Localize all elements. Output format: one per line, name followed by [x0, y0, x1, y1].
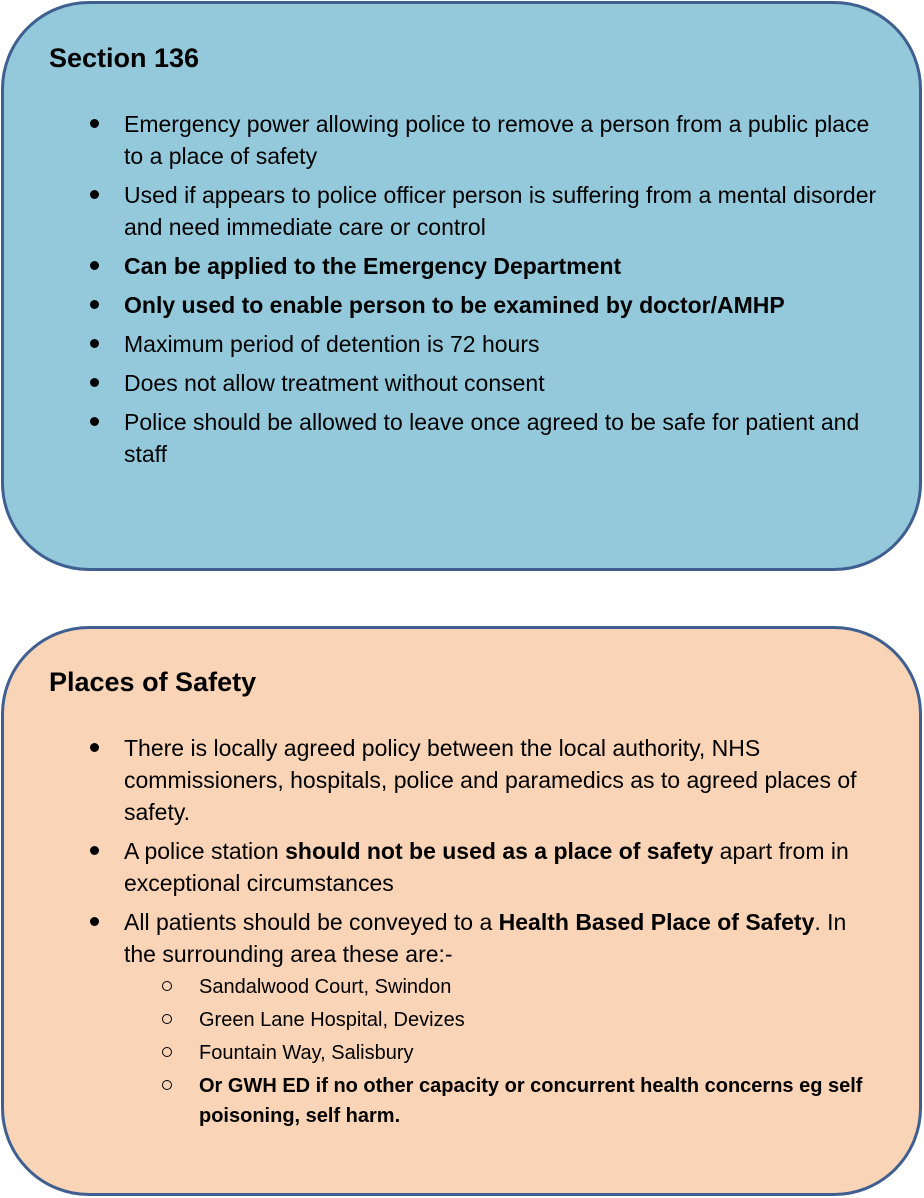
bullet-icon [90, 190, 99, 199]
circle-bullet-icon [162, 1014, 172, 1024]
sub-list-item: Green Lane Hospital, Devizes [124, 1005, 879, 1035]
list-item: All patients should be conveyed to a Health Based Place of Safety. In the surrounding area these are:- Sandalwood Court, Swindon Green Lane Hospital, Devizes Fountain Way, Salisbury Or GWH ED if no other capacity or concurrent health concerns eg self poisoning, self harm. [4, 906, 919, 1131]
bullet-icon [90, 743, 99, 752]
circle-bullet-icon [162, 1047, 172, 1057]
circle-bullet-icon [162, 981, 172, 991]
section-136-panel [1, 1, 922, 571]
sub-list-item: Fountain Way, Salisbury [124, 1038, 879, 1068]
bullet-icon [90, 378, 99, 387]
list-item: Does not allow treatment without consent [4, 367, 919, 399]
bullet-icon [90, 119, 99, 128]
list-item: Can be applied to the Emergency Department [4, 250, 919, 282]
sub-list-item: Or GWH ED if no other capacity or concurrent health concerns eg self poisoning, self harm. [124, 1071, 879, 1131]
section-136-list [4, 108, 919, 477]
places-sublist [124, 972, 879, 1131]
bullet-icon [90, 300, 99, 309]
list-item: Only used to enable person to be examined by doctor/AMHP [4, 289, 919, 321]
bullet-icon [90, 917, 99, 926]
places-of-safety-list [4, 732, 919, 1138]
list-item: Emergency power allowing police to remove a person from a public place to a place of safety [4, 108, 919, 172]
bullet-icon [90, 339, 99, 348]
list-item: Police should be allowed to leave once agreed to be safe for patient and staff [4, 406, 919, 470]
section-136-title: Section 136 [49, 43, 200, 73]
list-item: There is locally agreed policy between the local authority, NHS commissioners, hospitals, police and paramedics as to agreed places of safety. [4, 732, 919, 828]
places-of-safety-panel [1, 626, 922, 1196]
list-item: A police station should not be used as a place of safety apart from in exceptional circumstances [4, 835, 919, 899]
list-item: Used if appears to police officer person is suffering from a mental disorder and need immediate care or control [4, 179, 919, 243]
bullet-icon [90, 261, 99, 270]
circle-bullet-icon [162, 1080, 172, 1090]
bullet-icon [90, 846, 99, 855]
list-item: Maximum period of detention is 72 hours [4, 328, 919, 360]
places-of-safety-title: Places of Safety [49, 667, 257, 697]
bullet-icon [90, 417, 99, 426]
sub-list-item: Sandalwood Court, Swindon [124, 972, 879, 1002]
